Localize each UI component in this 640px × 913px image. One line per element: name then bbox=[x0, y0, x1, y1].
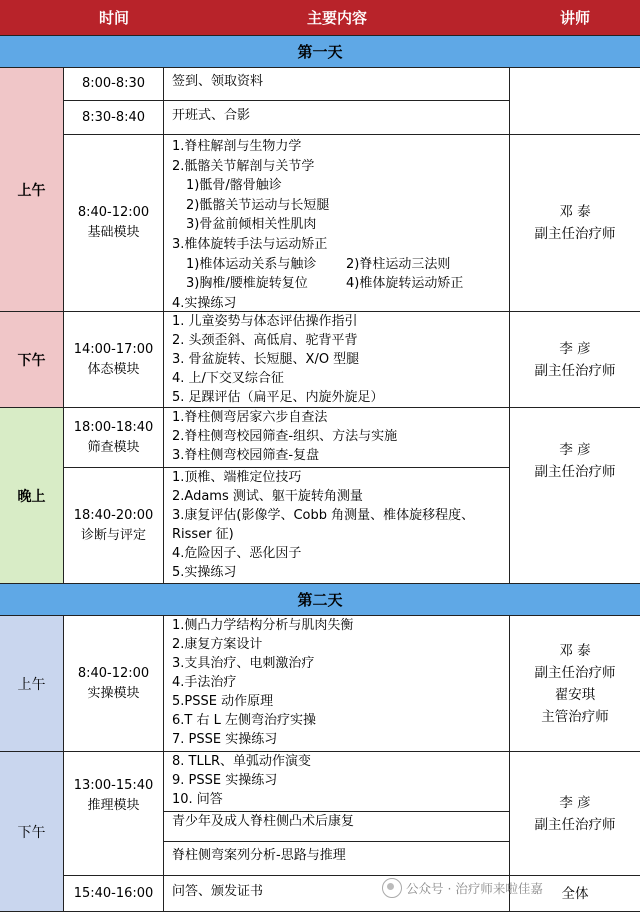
header-content: 主要内容 bbox=[306, 9, 367, 27]
header-time: 时间 bbox=[98, 9, 129, 27]
lecturer-empty-1 bbox=[510, 68, 640, 135]
time-opening: 8:30-8:40 bbox=[64, 101, 164, 135]
lecturer-li-afternoon-day1: 李 彦 副主任治疗师 bbox=[510, 312, 640, 408]
period-afternoon-day1: 下午 bbox=[0, 312, 64, 408]
content-postop: 青少年及成人脊柱侧凸术后康复 bbox=[164, 812, 510, 842]
watermark: 公众号 · 治疗师来啦佳嘉 bbox=[382, 876, 638, 900]
day-one-band: 第一天 bbox=[0, 36, 640, 68]
table-header bbox=[0, 0, 640, 36]
time-reasoning: 13:00-15:40 推理模块 bbox=[64, 752, 164, 876]
content-closing: 问答、颁发证书 bbox=[164, 876, 510, 912]
lecturer-li-evening-day1: 李 彦 副主任治疗师 bbox=[510, 408, 640, 584]
content-checkin: 签到、领取资料 bbox=[164, 68, 510, 101]
period-afternoon-day2: 下午 bbox=[0, 752, 64, 912]
lecturer-deng-day1: 邓 泰 副主任治疗师 bbox=[510, 135, 640, 312]
time-screening: 18:00-18:40 筛查模块 bbox=[64, 408, 164, 468]
content-opening: 开班式、合影 bbox=[164, 101, 510, 135]
content-screening: 1.脊柱侧弯居家六步自查法 2.脊柱侧弯校园筛查-组织、方法与实施 3.脊柱侧弯校园筛查-复盘 bbox=[164, 408, 510, 468]
lecturer-all: 全体 bbox=[510, 876, 640, 912]
content-reasoning: 8. TLLR、单弧动作演变 9. PSSE 实操练习 10. 问答 bbox=[164, 752, 510, 812]
time-diagnosis: 18:40-20:00 诊断与评定 bbox=[64, 468, 164, 584]
period-morning-day1: 上午 bbox=[0, 68, 64, 312]
wechat-icon bbox=[382, 878, 402, 898]
time-closing: 15:40-16:00 bbox=[64, 876, 164, 912]
content-case-analysis: 脊柱侧弯案列分析-思路与推理 bbox=[164, 842, 510, 876]
lecturer-li-day2: 李 彦 副主任治疗师 bbox=[510, 752, 640, 876]
content-diagnosis: 1.顶椎、端椎定位技巧 2.Adams 测试、躯干旋转角测量 3.康复评估(影像学、Cobb 角测量、椎体旋移程度、 Risser 征) 4.危险因子、恶化因子 5.实操练习 bbox=[164, 468, 510, 584]
day-two-band: 第二天 bbox=[0, 584, 640, 616]
period-morning-day2: 上午 bbox=[0, 616, 64, 752]
content-practice: 1.侧凸力学结构分析与肌肉失衡 2.康复方案设计 3.支具治疗、电刺激治疗 4.手法治疗 5.PSSE 动作原理 6.T 右 L 左侧弯治疗实操 7. PSSE 实操练习 bbox=[164, 616, 510, 752]
content-posture: 1. 儿童姿势与体态评估操作指引 2. 头颈歪斜、高低肩、驼背平背 3. 骨盆旋转、长短腿、X/O 型腿 4. 上/下交叉综合征 5. 足踝评估（扁平足、内旋外旋足） bbox=[164, 312, 510, 408]
time-foundation: 8:40-12:00 基础模块 bbox=[64, 135, 164, 312]
header-lecturer: 讲师 bbox=[559, 9, 590, 27]
time-checkin: 8:00-8:30 bbox=[64, 68, 164, 101]
time-practice: 8:40-12:00 实操模块 bbox=[64, 616, 164, 752]
lecturer-deng-zhai-day2: 邓 泰 副主任治疗师 翟安琪 主管治疗师 bbox=[510, 616, 640, 752]
content-foundation: 1.脊柱解剖与生物力学 2.骶髂关节解剖与关节学 1)骶骨/髂骨触诊 2)骶髂关节运动与长短腿 3)骨盆前倾相关性肌肉 3.椎体旋转手法与运动矫正 1)椎体运动关系与触诊 2)脊柱运动三法则 3)胸椎/腰椎旋转复位 4)椎体旋转运动矫正 4.实操练习 bbox=[164, 135, 510, 312]
period-evening-day1: 晚上 bbox=[0, 408, 64, 584]
time-posture: 14:00-17:00 体态模块 bbox=[64, 312, 164, 408]
